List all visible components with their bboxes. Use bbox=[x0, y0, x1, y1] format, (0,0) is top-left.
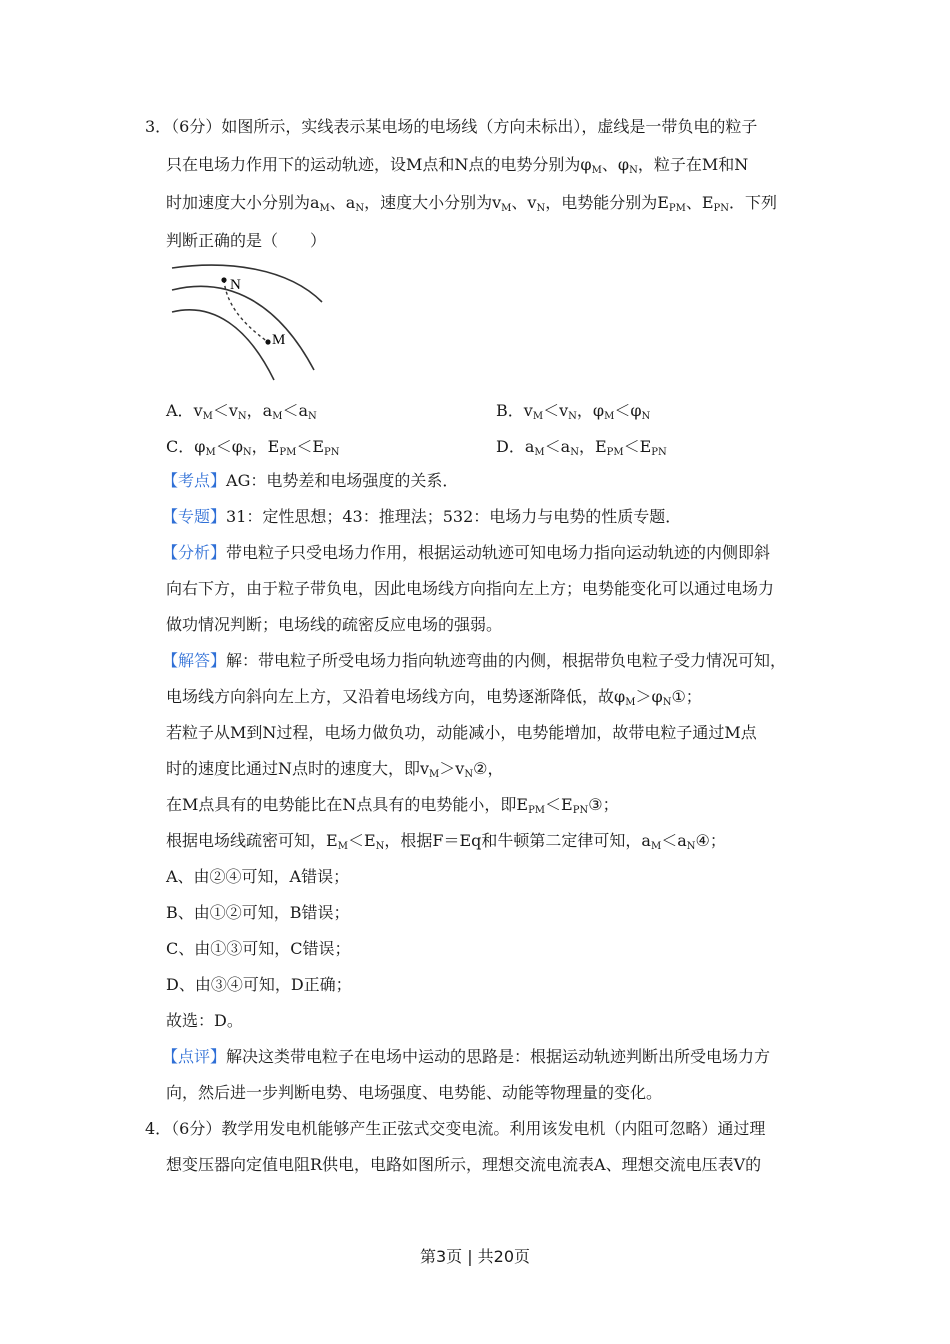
field-line-figure bbox=[168, 262, 328, 382]
fenxi-line-1: 【分析】带电粒子只受电场力作用，根据运动轨迹可知电场力指向运动轨迹的内侧即斜 bbox=[162, 543, 771, 562]
option-a: A．$v_M<v_N$，$a_M<a_N$ bbox=[166, 401, 317, 422]
option-b: B．$v_M<v_N$，$\varphi_M<\varphi_N$ bbox=[496, 401, 651, 422]
jieda-line-9: C、由①③可知，C错误； bbox=[166, 939, 351, 958]
jieda-line-5: 在M点具有的电势能比在N点具有的电势能小，即$E_{PM}<E_{PN}③$； bbox=[166, 795, 619, 816]
point-n-dot bbox=[221, 277, 226, 282]
jieda-line-6: 根据电场线疏密可知，$E_M<E_N$，根据F＝Eq和牛顿第二定律可知，$a_M<a_N④$； bbox=[166, 831, 726, 852]
zhuanti: 【专题】31：定性思想；43：推理法；532：电场力与电势的性质专题． bbox=[162, 507, 682, 526]
q4-stem-line-2: 想变压器向定值电阻R供电，电路如图所示，理想交流电流表A、理想交流电压表V的 bbox=[166, 1155, 762, 1174]
jieda-line-7: A、由②④可知，A错误； bbox=[166, 867, 350, 886]
q3-stem-line-3: 时加速度大小分别为$a_M$、$a_N$，速度大小分别为$v_M$、$v_N$，电势能分别为$E_{PM}$、$E_{PN}$．下列 bbox=[166, 193, 778, 214]
option-d: D．$a_M<a_N$，$E_{PM}<E_{PN}$ bbox=[496, 437, 667, 458]
dianping-line-1: 【点评】解决这类带电粒子在电场中运动的思路是：根据运动轨迹判断出所受电场力方 bbox=[162, 1047, 771, 1066]
page-footer: 第3页 | 共20页 bbox=[419, 1247, 531, 1266]
q3-stem-line-4: 判断正确的是（ ） bbox=[166, 231, 327, 250]
jieda-line-10: D、由③④可知，D正确； bbox=[166, 975, 352, 994]
kaodian: 【考点】AG：电势差和电场强度的关系． bbox=[162, 471, 459, 490]
field-line-outer bbox=[172, 265, 322, 302]
fenxi-line-3: 做功情况判断；电场线的疏密反应电场的强弱。 bbox=[166, 615, 503, 634]
fenxi-line-2: 向右下方，由于粒子带负电，因此电场线方向指向左上方；电势能变化可以通过电场力 bbox=[166, 579, 775, 598]
label-n: N bbox=[230, 277, 241, 293]
q3-stem-line-1: 3．（6分）如图所示，实线表示某电场的电场线（方向未标出），虚线是一带负电的粒子 bbox=[145, 117, 758, 136]
field-line-inner bbox=[172, 310, 274, 380]
option-c: C．$\varphi_M<\varphi_N$，$E_{PM}<E_{PN}$ bbox=[166, 437, 340, 458]
field-line-middle bbox=[172, 286, 314, 370]
jieda-line-3: 若粒子从M到N过程，电场力做负功，动能减小，电势能增加，故带电粒子通过M点 bbox=[166, 723, 757, 742]
jieda-line-11: 故选：D。 bbox=[166, 1011, 243, 1030]
q3-stem-line-2: 只在电场力作用下的运动轨迹，设M点和N点的电势分别为$\varphi_M$、$\varphi_N$，粒子在M和N bbox=[166, 155, 749, 176]
q4-stem-line-1: 4．（6分）教学用发电机能够产生正弦式交变电流。利用该发电机（内阻可忽略）通过理 bbox=[145, 1119, 766, 1138]
jieda-line-1: 【解答】解：带电粒子所受电场力指向轨迹弯曲的内侧，根据带负电粒子受力情况可知， bbox=[162, 651, 787, 670]
dianping-line-2: 向，然后进一步判断电势、电场强度、电势能、动能等物理量的变化。 bbox=[166, 1083, 663, 1102]
jieda-line-8: B、由①②可知，B错误； bbox=[166, 903, 350, 922]
point-m-dot bbox=[265, 339, 270, 344]
jieda-line-4: 时的速度比通过N点时的速度大，即$v_M>v_N②$， bbox=[166, 759, 504, 780]
label-m: M bbox=[272, 332, 286, 348]
jieda-line-2: 电场线方向斜向左上方，又沿着电场线方向，电势逐渐降低，故$\varphi_M>\varphi_N①$； bbox=[166, 687, 702, 708]
